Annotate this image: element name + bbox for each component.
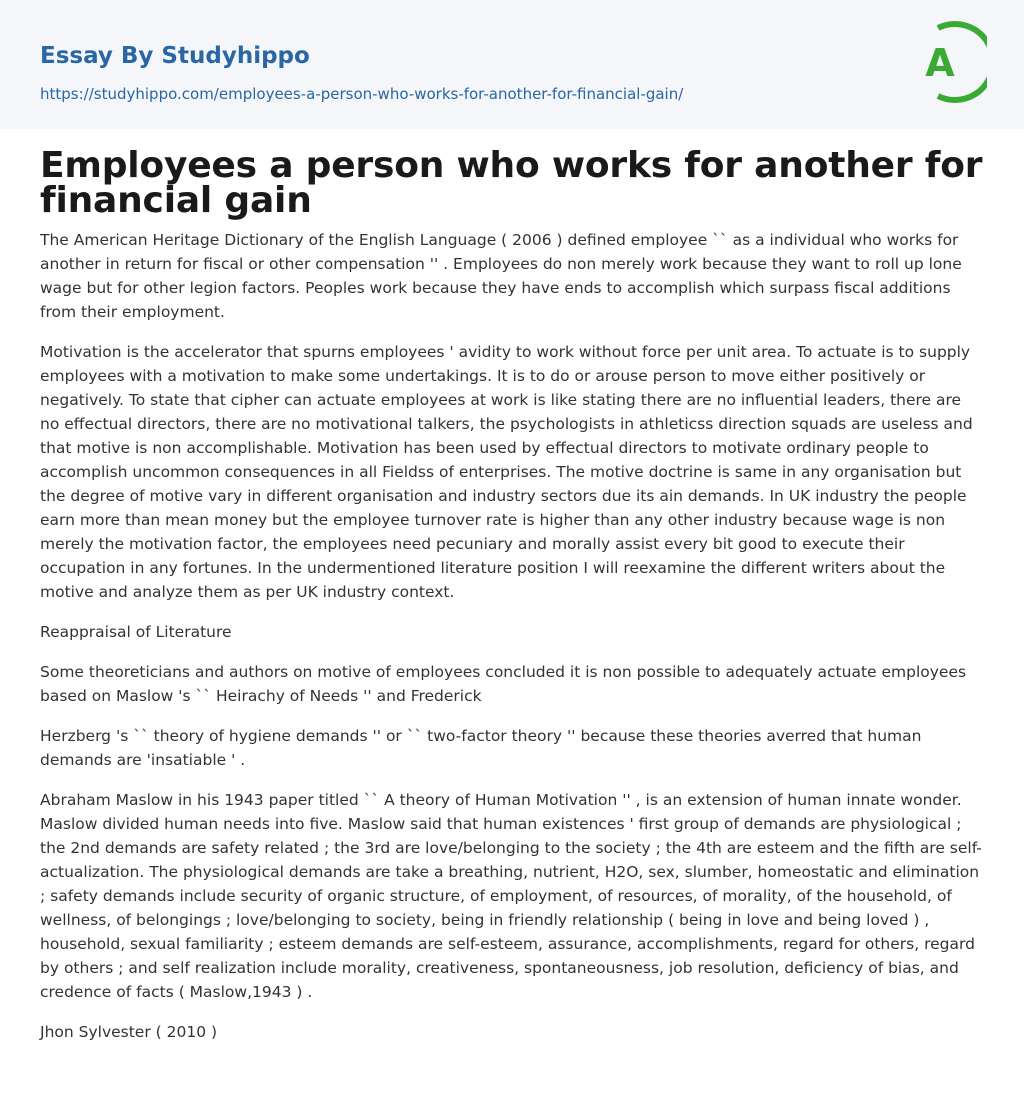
- site-header: [0, 0, 1024, 129]
- article-paragraph-5: Abraham Maslow in his 1943 paper titled `` A theory of Human Motivation '' , is an extension of human innate wonder. Maslow divided human needs into five. Maslow said that human existences ' first group of demands are physiological ; the 2nd demands are safety related ; the 3rd are love/belonging to the society ; the 4th are esteem and the fifth are self-actualization. The physiological demands are take a breathing, nutrient, H2O, sex, slumber, homeostatic and elimination ; safety demands include security of organic structure, of employment, of resources, of morality, of the household, of wellness, of belongings ; love/belonging to society, being in friendly relationship ( being in love and being loved ) , household, sexual familiarity ; esteem demands are self-esteem, assurance, accomplishments, regard for others, regard by others ; and self realization include morality, creativeness, spontaneousness, job resolution, deficiency of bias, and credence of facts ( Maslow,1943 ) .: [40, 791, 982, 1001]
- section-heading-literature: Reappraisal of Literature: [40, 623, 232, 641]
- citation-line: Jhon Sylvester ( 2010 ): [40, 1023, 218, 1041]
- article-title: Employees a person who works for another for financial gain: [40, 145, 983, 221]
- article-paragraph-3: Some theoreticians and authors on motive of employees concluded it is non possible to adequately actuate employees based on Maslow 's `` Heirachy of Needs '' and Frederick: [40, 663, 967, 705]
- article-paragraph-4: Herzberg 's `` theory of hygiene demands '' or `` two-factor theory '' because these theories averred that human demands are 'insatiable ' .: [40, 727, 922, 769]
- article-content: [40, 145, 984, 1060]
- article-paragraph-1: The American Heritage Dictionary of the English Language ( 2006 ) defined employee `` as a individual who works for another in return for fiscal or other compensation '' . Employees do non merely work because they want to roll up lone wage but for other legion factors. Peoples work because they have ends to accomplish which surpass fiscal additions from their employment.: [40, 231, 962, 321]
- article-paragraph-2: Motivation is the accelerator that spurns employees ' avidity to work without force per unit area. To actuate is to supply employees with a motivation to make some undertakings. It is to do or arouse person to move either positively or negatively. To state that cipher can actuate employees at work is like stating there are no influential leaders, there are no effectual directors, there are no motivational talkers, the psychologists in athleticss direction squads are useless and that motive is non accomplishable. Motivation has been used by effectual directors to motivate ordinary people to accomplish uncommon consequences in all Fieldss of enterprises. The motive doctrine is same in any organisation but the degree of motive vary in different organisation and industry sectors due its ain demands. In UK industry the people earn more than mean money but the employee turnover rate is higher than any other industry because wage is non merely the motivation factor, the employees need pecuniary and morally assist every bit good to execute their occupation in any fortunes. In the undermentioned literature position I will reexamine the different writers about the motive and analyze them as per UK industry context.: [40, 343, 973, 601]
- logo-letter: A: [925, 41, 955, 85]
- page-url-link[interactable]: https://studyhippo.com/employees-a-person-who-works-for-another-for-financial-gain/: [40, 85, 684, 103]
- studyhippo-logo-icon[interactable]: [911, 18, 987, 106]
- site-title[interactable]: Essay By Studyhippo: [40, 43, 310, 69]
